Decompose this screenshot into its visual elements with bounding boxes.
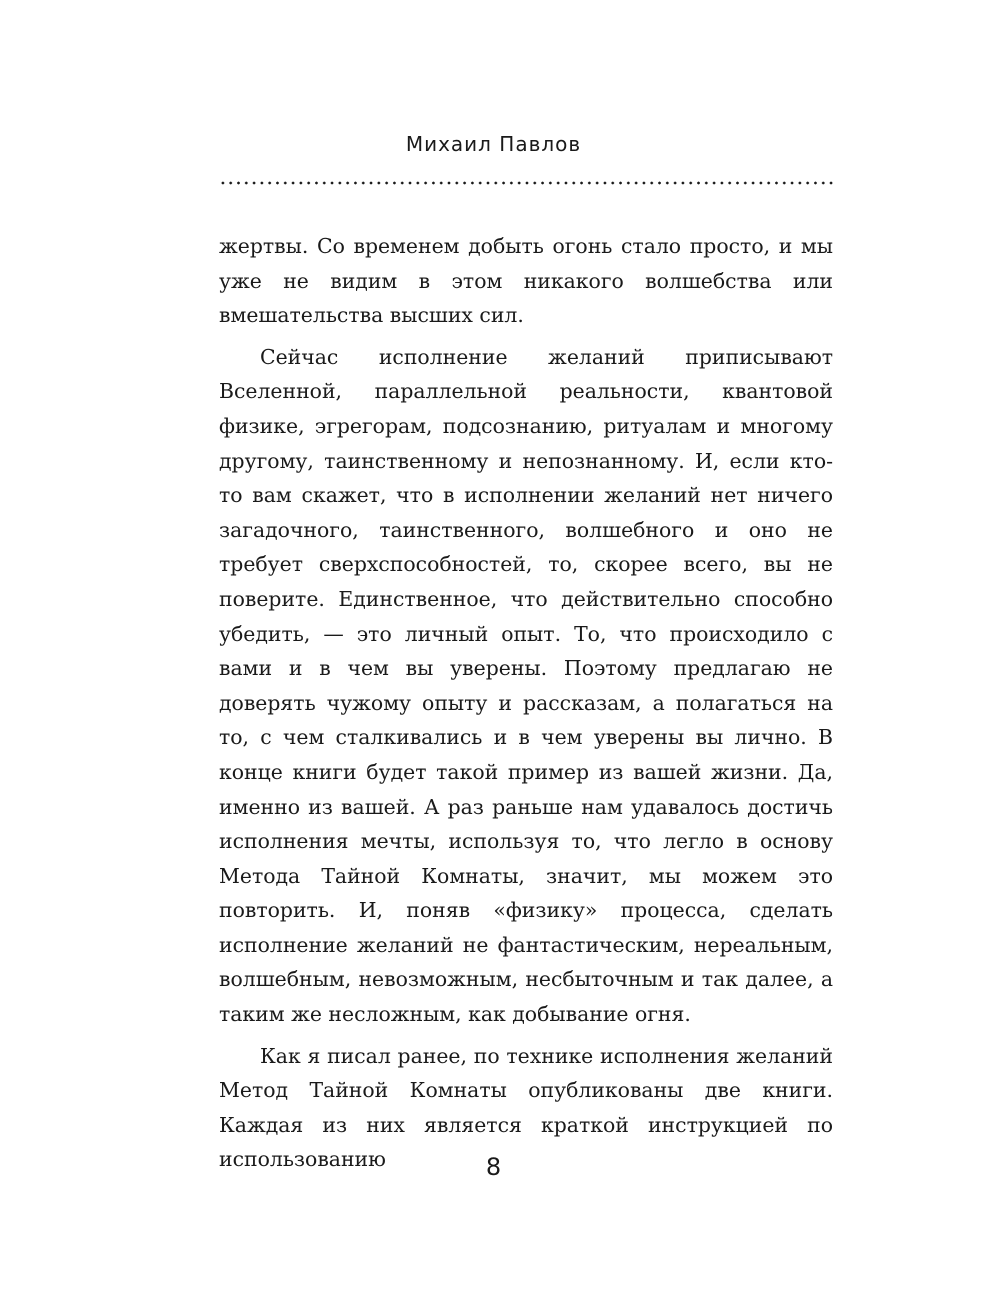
paragraph: Сейчас исполнение желаний приписывают Вселенной, параллельной реальности, квантовой физике, эгрегорам, подсознанию, ритуалам и многому другому, таинственному и непознанному. И, если кто-то вам скажет, что в исполнении желаний нет ничего загадочного, таинственного, волшебного и оно не требует сверхспособностей, то, скорее всего, вы не поверите. Единственное, что действительно способно убедить, — это личный опыт. То, что происходило с вами и в чем вы уверены. Поэтому предлагаю не доверять чужому опыту и рассказам, а полагаться на то, с чем сталкивались и в чем уверены вы лично. В конце книги будет такой пример из вашей жизни. Да, именно из вашей. А раз раньше нам удавалось достичь исполнения мечты, используя то, что легло в основу Метода Тайной Комнаты, значит, мы можем это повторить. И, поняв «физику» процесса, сделать исполнение желаний не фантастическим, нереальным, волшебным, невозможным, несбыточным и так далее, а таким же несложным, как добывание огня. <box>219 344 833 1027</box>
paragraph-continuation: жертвы. Со временем добыть огонь стало просто, и мы уже не видим в этом никакого волшебства или вмешательства высших сил. <box>219 234 833 328</box>
paragraph: Как я писал ранее, по технике исполнения желаний Метод Тайной Комнаты опубликованы две книги. Каждая из них является краткой инструкцией по использованию <box>219 1043 833 1172</box>
page-body <box>219 229 833 1177</box>
running-head-author: Михаил Павлов <box>405 132 582 156</box>
dotted-divider <box>219 181 833 185</box>
page-number: 8 <box>485 1153 502 1181</box>
